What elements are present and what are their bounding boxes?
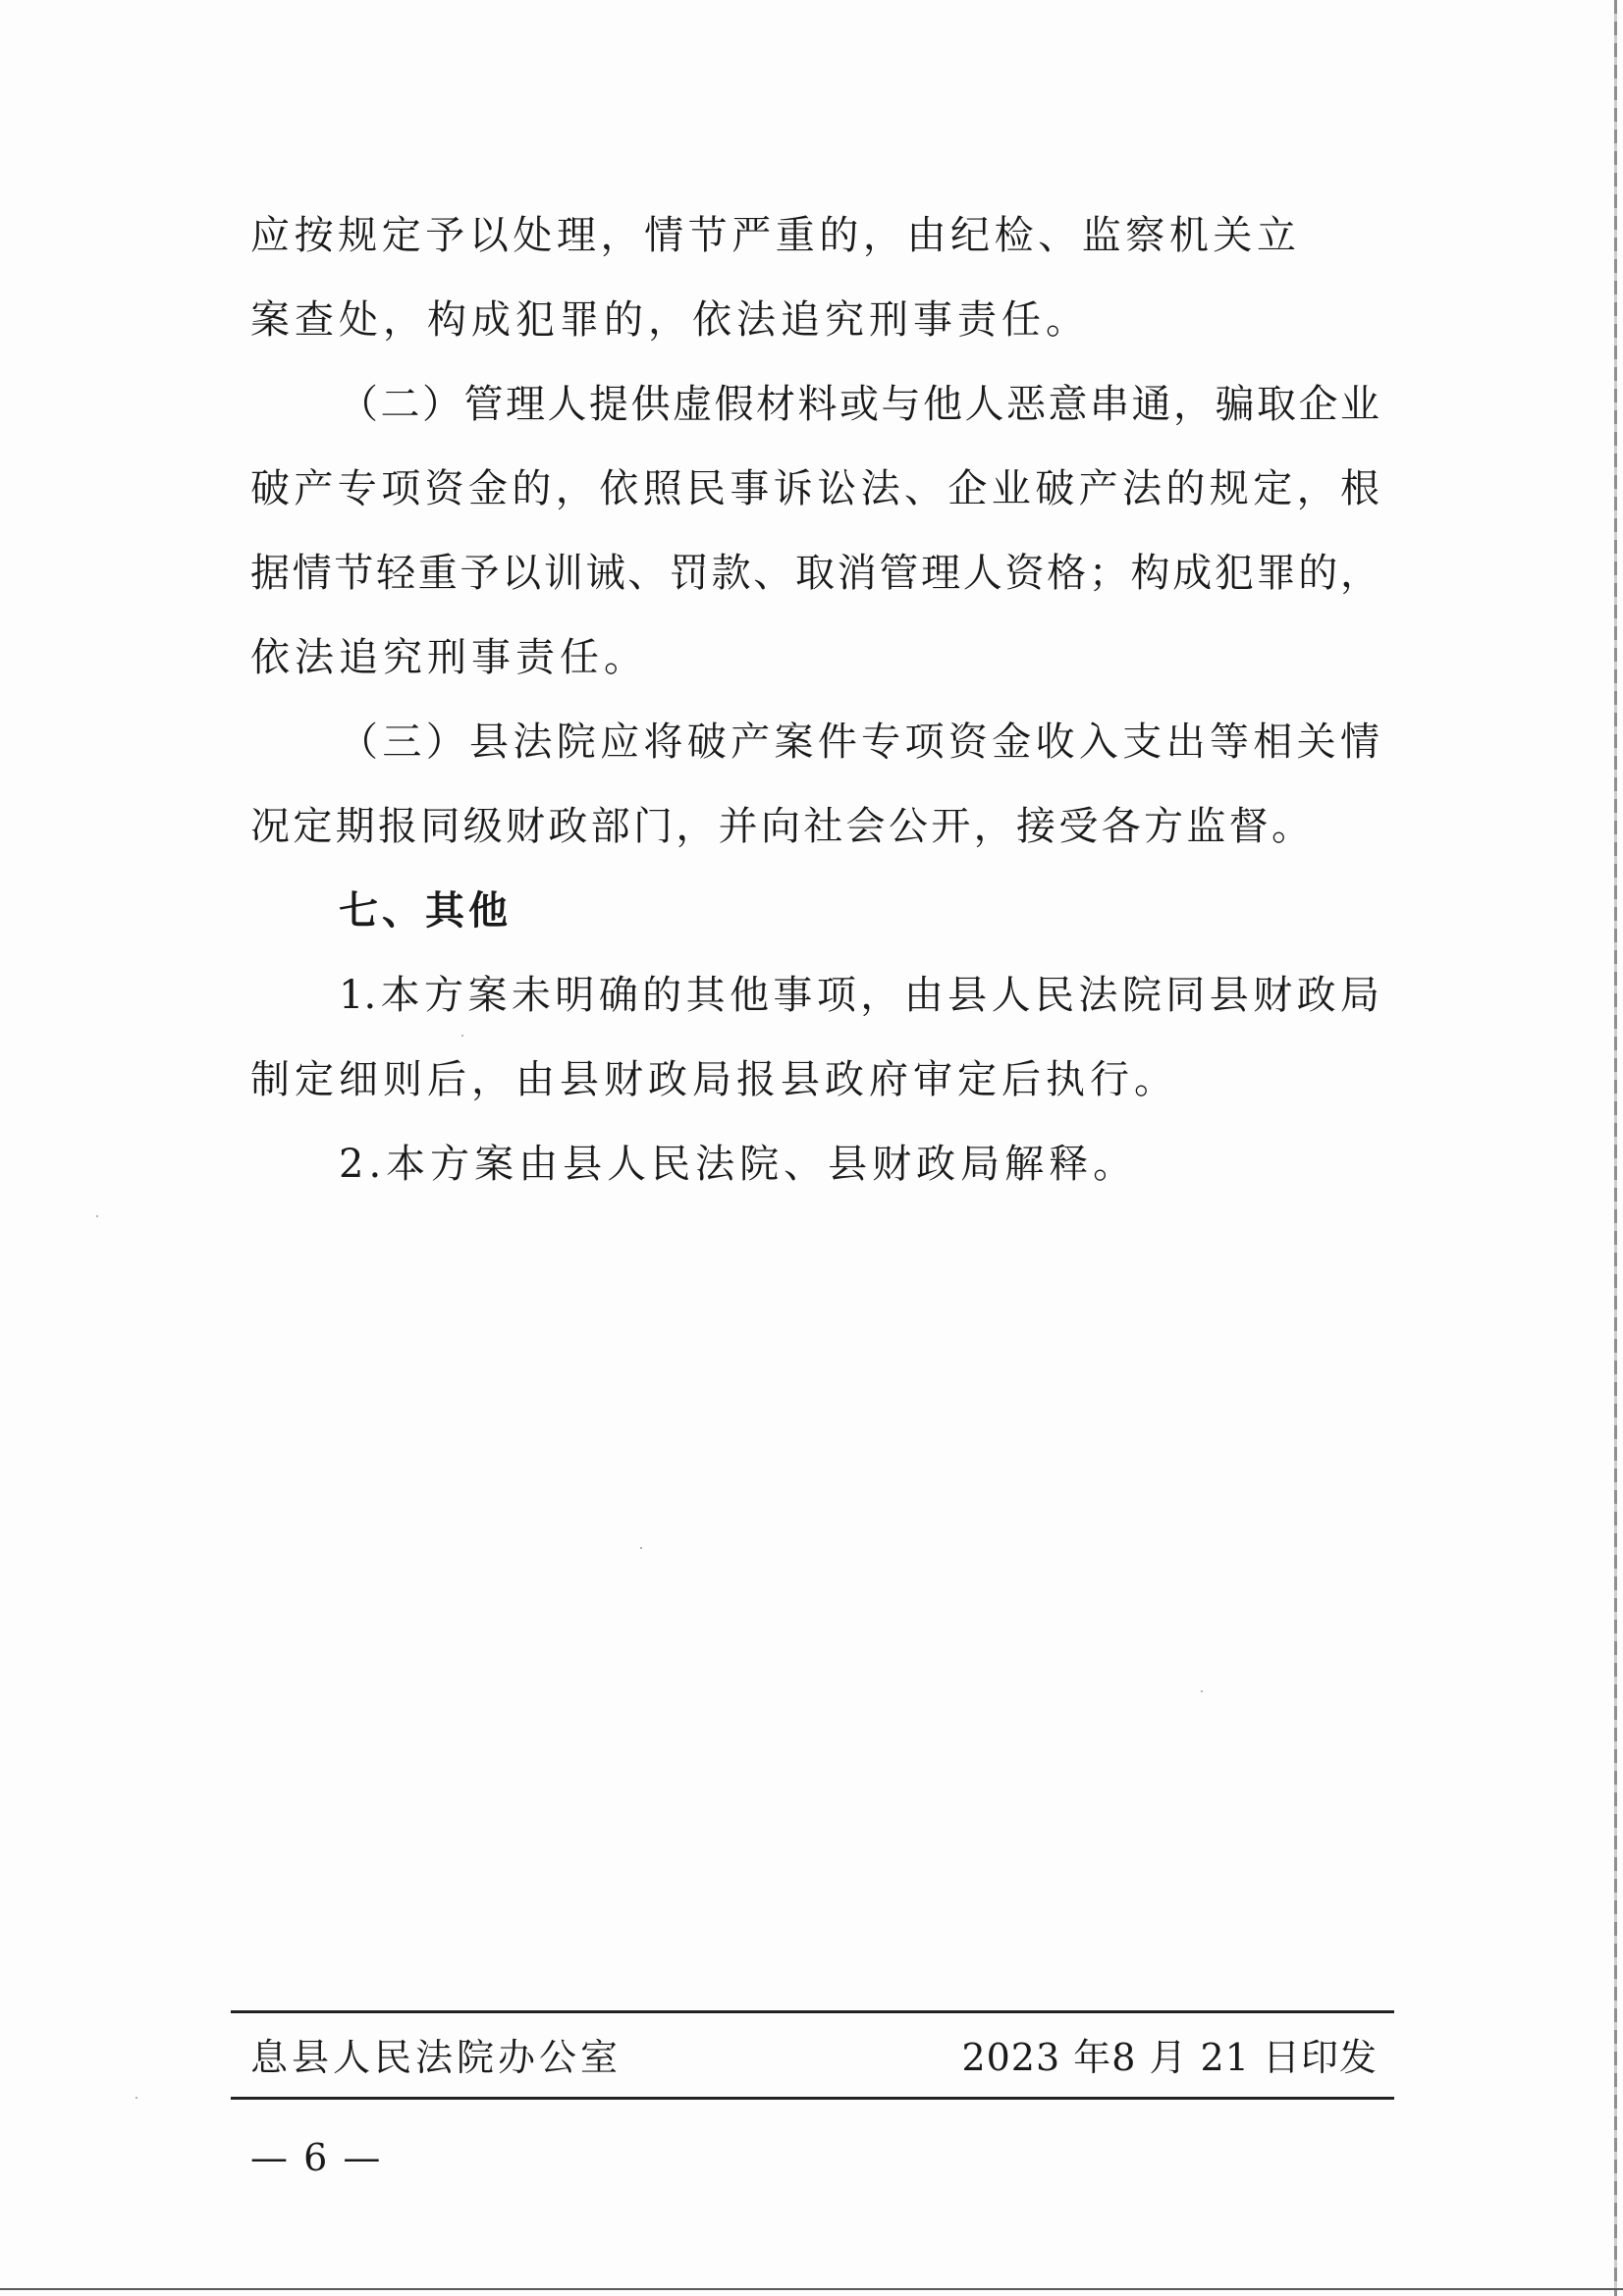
scan-speck (96, 1215, 98, 1217)
scan-speck (640, 1547, 642, 1549)
item-1-line-1: 1.本方案未明确的其他事项，由县人民法院同县财政局 (339, 973, 1380, 1018)
footer-issuer: 息县人民法院办公室 (250, 2036, 622, 2079)
scan-speck (135, 2097, 137, 2099)
paragraph-2-line-4: 依法追究刑事责任。 (250, 635, 648, 680)
paragraph-1-line-1: 应按规定予以处理，情节严重的，由纪检、监察机关立 (250, 213, 1296, 258)
scan-edge-right (1614, 0, 1617, 2296)
paragraph-3-line-2: 况定期报同级财政部门，并向社会公开，接受各方监督。 (250, 804, 1311, 849)
scan-speck (1201, 1690, 1203, 1692)
section-heading-other: 七、其他 (339, 888, 512, 934)
paragraph-2-line-2: 破产专项资金的，依照民事诉讼法、企业破产法的规定，根 (250, 466, 1380, 511)
footer-issue-date: 2023 年8 月 21 日印发 (961, 2036, 1378, 2079)
paragraph-2-line-3: 据情节轻重予以训诫、罚款、取消管理人资格；构成犯罪的， (250, 551, 1380, 596)
item-1-line-2: 制定细则后，由县财政局报县政府审定后执行。 (250, 1057, 1178, 1102)
footer-top-rule (231, 2010, 1394, 2013)
scan-speck (461, 1035, 463, 1037)
footer-bottom-rule (231, 2097, 1394, 2100)
item-2-line-1: 2.本方案由县人民法院、县财政局解释。 (339, 1142, 1138, 1187)
scan-edge-bottom (0, 2288, 1623, 2290)
paragraph-3-line-1: （三）县法院应将破产案件专项资金收入支出等相关情 (339, 720, 1380, 765)
paragraph-1-line-2: 案查处，构成犯罪的，依法追究刑事责任。 (250, 297, 1090, 343)
page-number: — 6 — (250, 2136, 383, 2179)
paragraph-2-line-1: （二）管理人提供虚假材料或与他人恶意串通，骗取企业 (339, 382, 1380, 427)
